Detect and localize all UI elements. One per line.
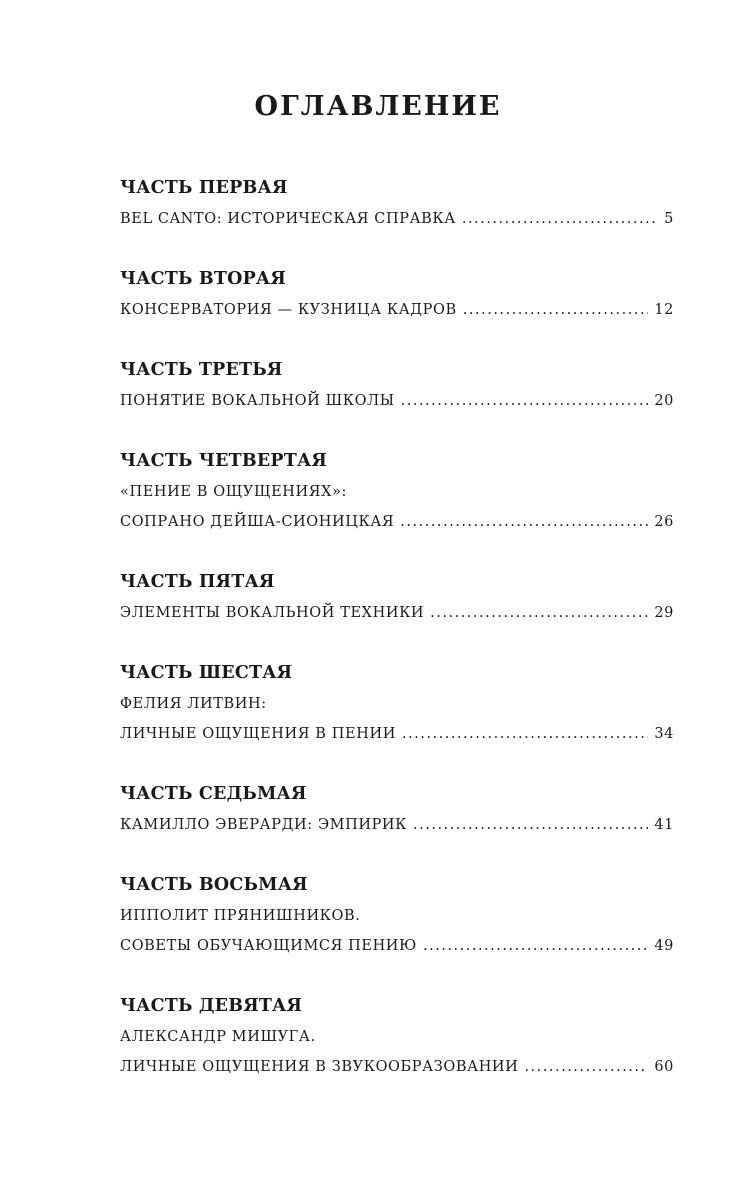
entry-title: BEL CANTO: ИСТОРИЧЕСКАЯ СПРАВКА [120,211,456,227]
dot-leader [402,719,648,749]
toc-entry[interactable] [120,1052,674,1082]
entry-title: СОВЕТЫ ОБУЧАЮЩИМСЯ ПЕНИЮ [120,938,417,954]
dot-leader [401,386,649,416]
page-number: 60 [654,1059,674,1075]
toc-part [120,566,674,628]
toc-entry-subtitle [120,901,674,931]
toc-entry[interactable] [120,598,674,628]
toc-part [120,263,674,325]
toc-part [120,990,674,1082]
entry-title: СОПРАНО ДЕЙША-СИОНИЦКАЯ [120,514,395,530]
toc-entry[interactable] [120,295,674,325]
toc-part [120,657,674,749]
page-number: 26 [654,514,674,530]
page-number: 34 [654,726,674,742]
entry-title: ЛИЧНЫЕ ОЩУЩЕНИЯ В ПЕНИИ [120,726,396,742]
page-number: 29 [654,605,674,621]
dot-leader [462,204,658,234]
toc-part [120,869,674,961]
toc-entry[interactable] [120,931,674,961]
part-heading: ЧАСТЬ СЕДЬМАЯ [120,784,307,804]
toc-entry-subtitle [120,689,674,719]
toc-entry[interactable] [120,719,674,749]
toc-part [120,354,674,416]
toc-entry[interactable] [120,204,674,234]
dot-leader [400,507,648,537]
page-number: 12 [654,302,674,318]
entry-title: АЛЕКСАНДР МИШУГА. [120,1029,316,1045]
page-number: 41 [654,817,674,833]
part-heading: ЧАСТЬ ВОСЬМАЯ [120,875,308,895]
toc-part [120,172,674,234]
table-of-contents [120,172,674,1082]
part-heading: ЧАСТЬ ДЕВЯТАЯ [120,996,303,1016]
entry-title: ЭЛЕМЕНТЫ ВОКАЛЬНОЙ ТЕХНИКИ [120,605,425,621]
toc-entry[interactable] [120,507,674,537]
toc-entry-subtitle [120,477,674,507]
dot-leader [413,810,648,840]
part-heading: ЧАСТЬ ТРЕТЬЯ [120,360,283,380]
page-number: 20 [654,393,674,409]
entry-title: «ПЕНИЕ В ОЩУЩЕНИЯХ»: [120,484,347,500]
toc-part [120,445,674,537]
entry-title: ПОНЯТИЕ ВОКАЛЬНОЙ ШКОЛЫ [120,393,395,409]
part-heading: ЧАСТЬ ВТОРАЯ [120,269,287,289]
dot-leader [463,295,649,325]
part-heading: ЧАСТЬ ЧЕТВЕРТАЯ [120,451,328,471]
part-heading: ЧАСТЬ ПЯТАЯ [120,572,275,592]
entry-title: КОНСЕРВАТОРИЯ — КУЗНИЦА КАДРОВ [120,302,457,318]
toc-entry[interactable] [120,386,674,416]
toc-part [120,778,674,840]
dot-leader [430,598,648,628]
entry-title: ЛИЧНЫЕ ОЩУЩЕНИЯ В ЗВУКООБРАЗОВАНИИ [120,1059,519,1075]
entry-title: ФЕЛИЯ ЛИТВИН: [120,696,267,712]
dot-leader [423,931,648,961]
page-title: ОГЛАВЛЕНИЕ [254,91,502,122]
entry-title: КАМИЛЛО ЭВЕРАРДИ: ЭМПИРИК [120,817,408,833]
toc-entry[interactable] [120,810,674,840]
part-heading: ЧАСТЬ ПЕРВАЯ [120,178,288,198]
page-number: 5 [664,211,674,227]
part-heading: ЧАСТЬ ШЕСТАЯ [120,663,293,683]
dot-leader [524,1052,648,1082]
toc-entry-subtitle [120,1022,674,1052]
entry-title: ИППОЛИТ ПРЯНИШНИКОВ. [120,908,361,924]
page-number: 49 [654,938,674,954]
